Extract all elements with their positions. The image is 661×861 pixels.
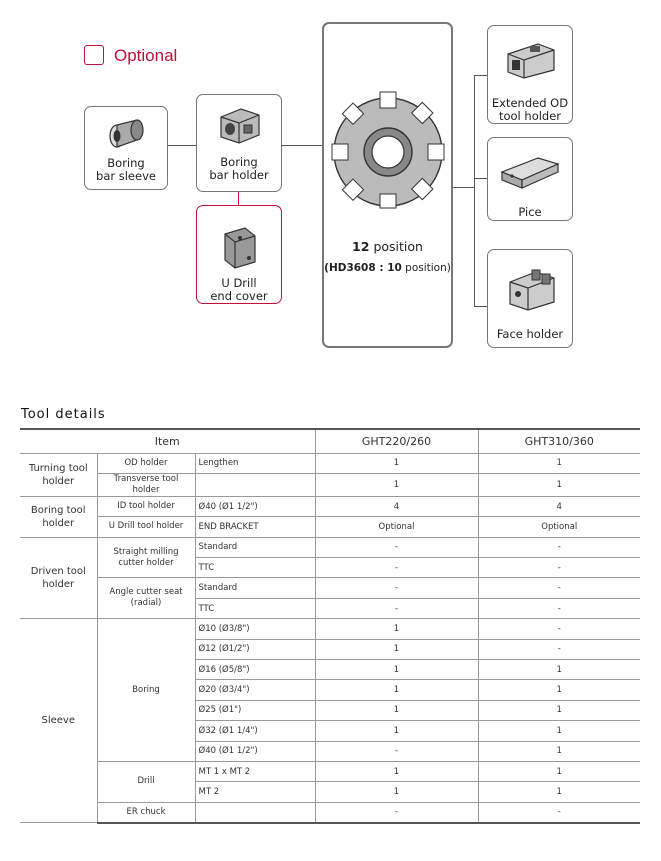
pice-card bbox=[487, 137, 573, 221]
value-cell: 4 bbox=[315, 496, 478, 516]
table-row bbox=[20, 578, 640, 598]
value-cell: - bbox=[478, 802, 640, 822]
sub-drill: Drill bbox=[97, 761, 195, 802]
table-row bbox=[20, 453, 640, 473]
value-cell: 1 bbox=[478, 453, 640, 473]
value-cell: - bbox=[478, 639, 640, 659]
value-cell: 4 bbox=[478, 496, 640, 516]
table-row bbox=[20, 761, 640, 781]
turret-alt-count: 10 bbox=[387, 262, 402, 274]
value-cell: - bbox=[315, 598, 478, 618]
turret-alt-word: position) bbox=[401, 262, 451, 274]
spec-cell: Standard bbox=[195, 578, 315, 598]
boring-bar-holder-icon bbox=[217, 103, 263, 145]
connector-line bbox=[238, 192, 239, 206]
value-cell: 1 bbox=[315, 782, 478, 802]
value-cell: 1 bbox=[315, 721, 478, 741]
value-cell: - bbox=[478, 619, 640, 639]
turret-alt-model: (HD3608 : bbox=[324, 262, 388, 274]
turret-alt-position-label bbox=[324, 262, 451, 275]
value-cell: 1 bbox=[478, 782, 640, 802]
boring-bar-sleeve-label-1: Boring bbox=[107, 156, 145, 170]
table-row bbox=[20, 537, 640, 557]
value-cell: Optional bbox=[315, 517, 478, 537]
face-holder-icon bbox=[506, 268, 558, 312]
value-cell: - bbox=[315, 558, 478, 578]
table-row bbox=[20, 802, 640, 822]
boring-bar-sleeve-icon bbox=[107, 116, 147, 152]
u-drill-end-cover-card bbox=[196, 205, 282, 304]
face-holder-card bbox=[487, 249, 573, 348]
value-cell: 1 bbox=[315, 639, 478, 659]
u-drill-end-cover-label-2: end cover bbox=[210, 289, 268, 303]
spec-cell bbox=[195, 473, 315, 496]
value-cell: - bbox=[315, 537, 478, 557]
connector-line bbox=[167, 145, 197, 146]
optional-legend-label: Optional bbox=[114, 46, 178, 65]
group-turning: Turning tool holder bbox=[20, 453, 97, 496]
connector-line bbox=[474, 75, 488, 76]
extended-od-holder-label-1: Extended OD bbox=[491, 96, 569, 110]
spec-cell: Ø16 (Ø5/8") bbox=[195, 660, 315, 680]
connector-line bbox=[474, 178, 488, 179]
header-item: Item bbox=[20, 429, 315, 453]
spec-cell: Ø10 (Ø3/8") bbox=[195, 619, 315, 639]
spec-cell: Lengthen bbox=[195, 453, 315, 473]
sub-id-holder: ID tool holder bbox=[97, 496, 195, 516]
value-cell: 1 bbox=[478, 660, 640, 680]
turret-position-word: position bbox=[373, 239, 423, 254]
value-cell: 1 bbox=[315, 660, 478, 680]
value-cell: 1 bbox=[315, 473, 478, 496]
value-cell: 1 bbox=[478, 741, 640, 761]
sub-angle-cutter: Angle cutter seat (radial) bbox=[97, 578, 195, 619]
sub-boring: Boring bbox=[97, 619, 195, 762]
value-cell: - bbox=[478, 537, 640, 557]
turret-position-label bbox=[324, 240, 451, 253]
spec-cell: Ø12 (Ø1/2") bbox=[195, 639, 315, 659]
value-cell: - bbox=[478, 558, 640, 578]
u-drill-end-cover-icon bbox=[221, 224, 259, 270]
value-cell: 1 bbox=[315, 619, 478, 639]
table-row bbox=[20, 517, 640, 537]
spec-cell: MT 1 x MT 2 bbox=[195, 761, 315, 781]
value-cell: Optional bbox=[478, 517, 640, 537]
spec-cell: Ø32 (Ø1 1/4") bbox=[195, 721, 315, 741]
value-cell: 1 bbox=[315, 761, 478, 781]
turret-disc-icon bbox=[328, 88, 448, 212]
value-cell: 1 bbox=[478, 473, 640, 496]
table-row bbox=[20, 619, 640, 639]
table-header-row bbox=[20, 429, 640, 453]
face-holder-label: Face holder bbox=[496, 327, 564, 341]
value-cell: - bbox=[315, 802, 478, 822]
sub-straight-milling: Straight milling cutter holder bbox=[97, 537, 195, 578]
sub-od-holder: OD holder bbox=[97, 453, 195, 473]
turret-position-count: 12 bbox=[352, 239, 370, 254]
boring-bar-holder-card bbox=[196, 94, 282, 192]
spec-cell: Ø25 (Ø1") bbox=[195, 700, 315, 720]
pice-label: Pice bbox=[518, 205, 542, 219]
turret-card bbox=[322, 22, 453, 348]
tool-details-table bbox=[20, 428, 640, 824]
value-cell: 1 bbox=[478, 680, 640, 700]
value-cell: 1 bbox=[315, 700, 478, 720]
sub-transverse: Transverse tool holder bbox=[97, 473, 195, 496]
sub-u-drill-holder: U Drill tool holder bbox=[97, 517, 195, 537]
spec-cell: Ø40 (Ø1 1/2") bbox=[195, 741, 315, 761]
pice-icon bbox=[498, 152, 562, 190]
group-driven: Driven tool holder bbox=[20, 537, 97, 619]
tool-details-title: Tool details bbox=[21, 407, 106, 422]
boring-bar-sleeve-label-2: bar sleeve bbox=[96, 169, 156, 183]
spec-cell: MT 2 bbox=[195, 782, 315, 802]
extended-od-holder-label-2: tool holder bbox=[498, 109, 562, 123]
extended-od-holder-icon bbox=[504, 40, 558, 80]
extended-od-holder-card bbox=[487, 25, 573, 124]
value-cell: 1 bbox=[315, 453, 478, 473]
sub-er-chuck: ER chuck bbox=[97, 802, 195, 822]
value-cell: 1 bbox=[478, 700, 640, 720]
spec-cell bbox=[195, 802, 315, 822]
header-ght310-360: GHT310/360 bbox=[478, 429, 640, 453]
header-ght220-260: GHT220/260 bbox=[315, 429, 478, 453]
value-cell: - bbox=[315, 578, 478, 598]
optional-legend-swatch bbox=[84, 45, 104, 65]
group-boring: Boring tool holder bbox=[20, 496, 97, 537]
value-cell: 1 bbox=[478, 721, 640, 741]
boring-bar-holder-label-2: bar holder bbox=[209, 168, 269, 182]
value-cell: 1 bbox=[478, 761, 640, 781]
table-row bbox=[20, 473, 640, 496]
boring-bar-holder-label-1: Boring bbox=[220, 155, 258, 169]
connector-line bbox=[474, 306, 488, 307]
group-sleeve: Sleeve bbox=[20, 619, 97, 823]
boring-bar-sleeve-card bbox=[84, 106, 168, 190]
spec-cell: Standard bbox=[195, 537, 315, 557]
spec-cell: TTC bbox=[195, 598, 315, 618]
spec-cell: Ø20 (Ø3/4") bbox=[195, 680, 315, 700]
table-row bbox=[20, 496, 640, 516]
connector-line bbox=[452, 187, 475, 188]
u-drill-end-cover-label-1: U Drill bbox=[221, 276, 257, 290]
spec-cell: END BRACKET bbox=[195, 517, 315, 537]
value-cell: - bbox=[478, 578, 640, 598]
value-cell: 1 bbox=[315, 680, 478, 700]
value-cell: - bbox=[478, 598, 640, 618]
spec-cell: TTC bbox=[195, 558, 315, 578]
connector-line bbox=[474, 75, 475, 306]
connector-line bbox=[281, 145, 323, 146]
value-cell: - bbox=[315, 741, 478, 761]
spec-cell: Ø40 (Ø1 1/2") bbox=[195, 496, 315, 516]
